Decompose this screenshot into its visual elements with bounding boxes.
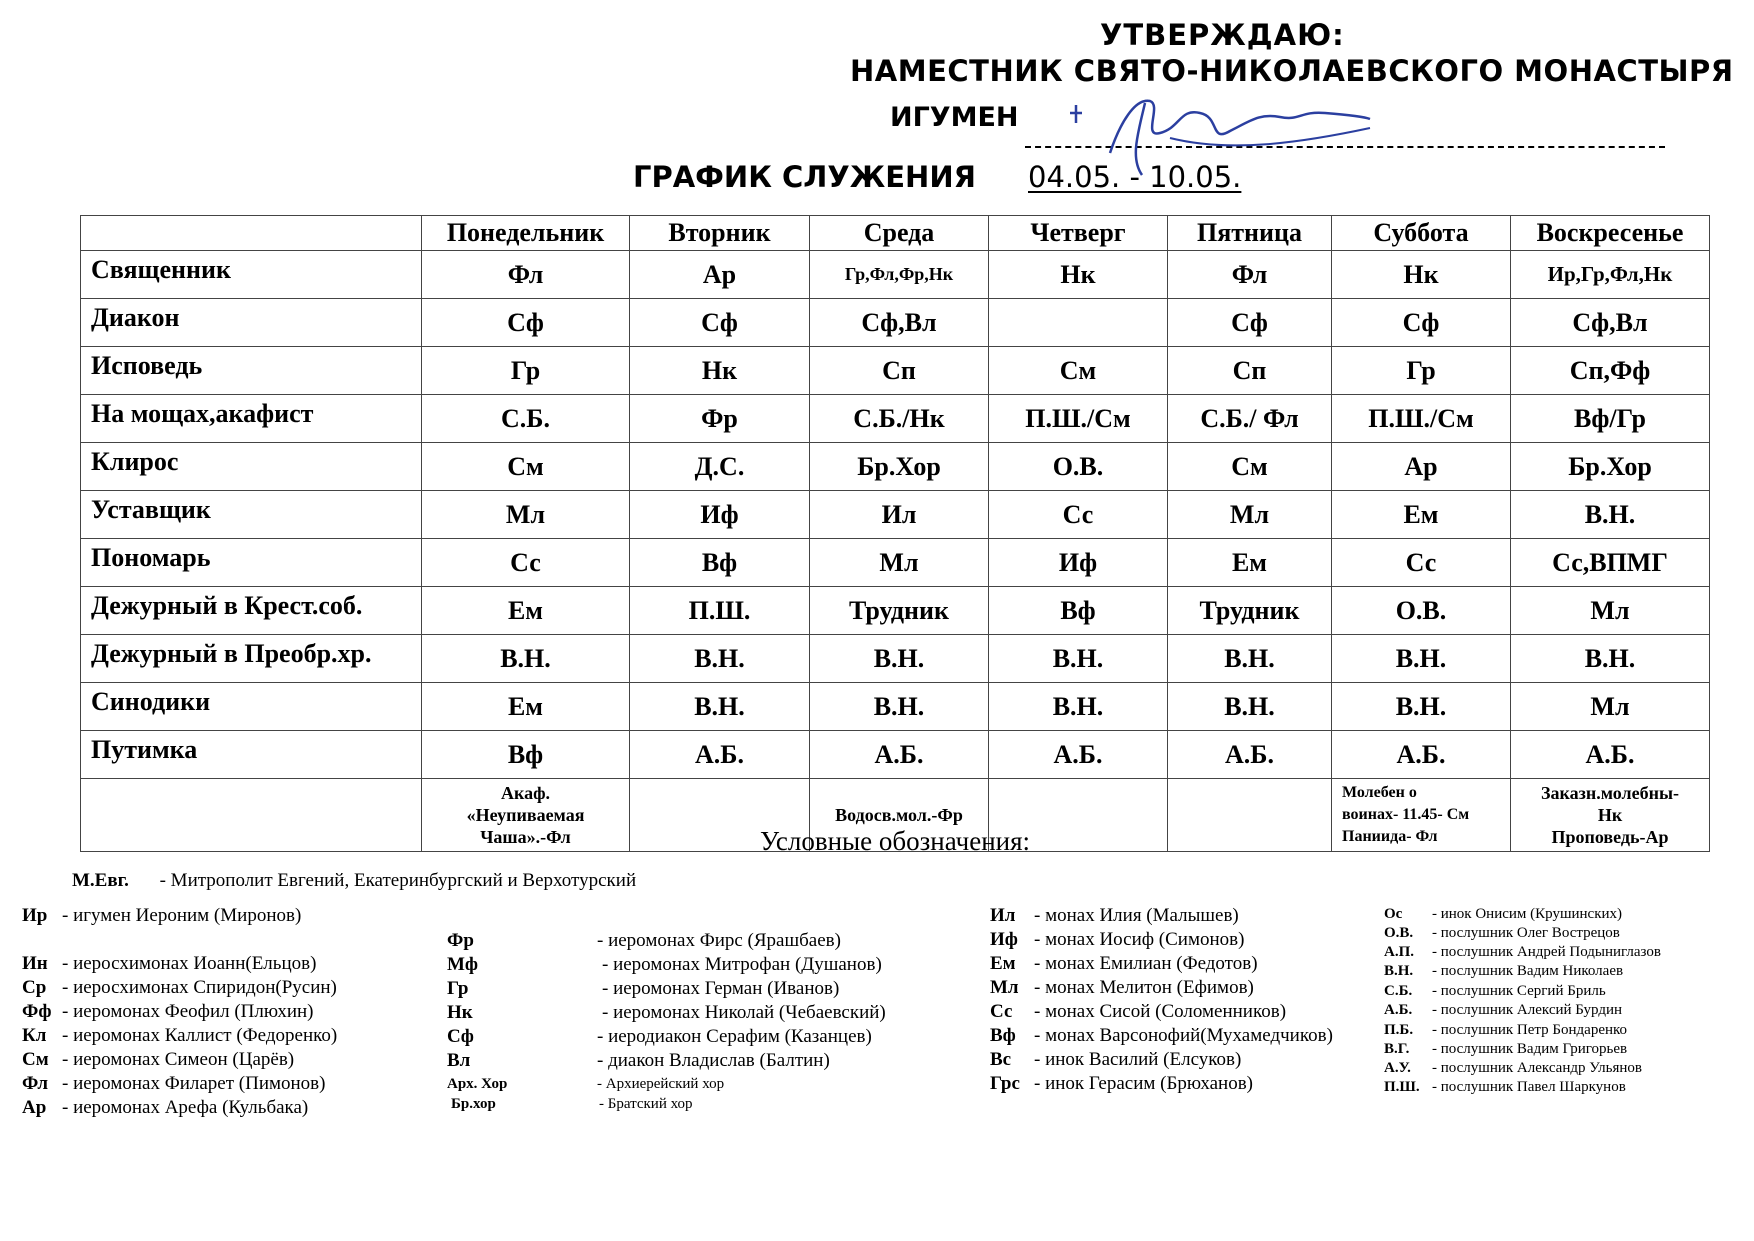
legend-desc: - послушник Олег Вострецов — [1432, 925, 1620, 941]
table-row — [81, 635, 1710, 683]
table-row — [81, 251, 1710, 299]
legend-abbr: Нк — [447, 1002, 473, 1023]
legend-desc: - иеромонах Арефа (Кульбака) — [62, 1097, 309, 1118]
legend-desc: - инок Онисим (Крушинских) — [1432, 906, 1623, 922]
schedule-title — [633, 160, 1242, 194]
legend-abbr: Грс — [990, 1073, 1020, 1094]
note-line: Нк — [1597, 805, 1623, 825]
approval-line-2: НАМЕСТНИК СВЯТО-НИКОЛАЕВСКОГО МОНАСТЫРЯ — [850, 54, 1734, 88]
legend-desc: - послушник Павел Шаркунов — [1432, 1079, 1626, 1095]
table-cell: Сф — [422, 299, 630, 347]
legend-desc: - инок Василий (Елсуков) — [1034, 1049, 1242, 1070]
table-cell: В.Н. — [1168, 635, 1332, 683]
header-corner — [81, 216, 422, 251]
table-row — [81, 491, 1710, 539]
table-cell: В.Н. — [989, 635, 1168, 683]
table-cell: О.В. — [989, 443, 1168, 491]
table-cell: В.Н. — [810, 635, 989, 683]
legend-abbr: Вс — [990, 1049, 1012, 1070]
role-label: Дежурный в Преобр.хр. — [81, 635, 422, 683]
table-cell: См — [989, 347, 1168, 395]
table-cell: Бр.Хор — [810, 443, 989, 491]
table-cell: Ем — [1168, 539, 1332, 587]
table-cell: Ир,Гр,Фл,Нк — [1511, 251, 1710, 299]
table-cell: Иф — [989, 539, 1168, 587]
legend-abbr: Ос — [1384, 906, 1403, 922]
table-cell: А.Б. — [1511, 731, 1710, 779]
legend-desc: - Митрополит Евгений, Екатеринбургский и Верхотурский — [159, 870, 637, 891]
table-cell: Сс,ВПМГ — [1511, 539, 1710, 587]
note-line: Заказн.молебны- — [1541, 783, 1679, 803]
legend-desc: - иеромонах Симеон (Царёв) — [62, 1049, 295, 1070]
table-cell: См — [422, 443, 630, 491]
legend-abbr: Иф — [990, 929, 1018, 950]
legend-abbr: Мл — [990, 977, 1019, 998]
table-cell: Мл — [810, 539, 989, 587]
notes-monday — [422, 779, 630, 852]
header-day: Воскресенье — [1511, 216, 1710, 251]
table-cell: Сс — [422, 539, 630, 587]
table-cell: Ем — [1332, 491, 1511, 539]
role-label: Дежурный в Крест.соб. — [81, 587, 422, 635]
role-label: Диакон — [81, 299, 422, 347]
table-cell: Сф — [1332, 299, 1511, 347]
table-cell: В.Н. — [1332, 635, 1511, 683]
table-cell: Ар — [630, 251, 810, 299]
legend-desc: - послушник Александр Ульянов — [1432, 1060, 1642, 1076]
table-cell: Ил — [810, 491, 989, 539]
notes-saturday — [1332, 779, 1511, 852]
role-label: Путимка — [81, 731, 422, 779]
legend-abbr: В.Н. — [1384, 963, 1414, 979]
table-cell: Ар — [1332, 443, 1511, 491]
table-cell: Мл — [1511, 587, 1710, 635]
header-day: Среда — [810, 216, 989, 251]
legend-abbr: Ин — [22, 953, 48, 974]
table-cell: Фл — [422, 251, 630, 299]
legend-metropolitan — [72, 870, 636, 892]
table-cell: А.Б. — [810, 731, 989, 779]
legend-abbr: А.П. — [1384, 944, 1414, 960]
table-cell: А.Б. — [630, 731, 810, 779]
legend-abbr: А.Б. — [1384, 1002, 1413, 1018]
table-cell: Вф — [422, 731, 630, 779]
legend-desc: - послушник Андрей Подыниглазов — [1432, 944, 1661, 960]
schedule-table — [80, 215, 1710, 852]
legend-desc: - иеромонах Феофил (Плюхин) — [62, 1001, 314, 1022]
table-cell: А.Б. — [989, 731, 1168, 779]
table-row — [81, 587, 1710, 635]
table-cell: Вф/Гр — [1511, 395, 1710, 443]
table-cell: В.Н. — [1332, 683, 1511, 731]
table-row — [81, 683, 1710, 731]
table-cell: Ем — [422, 683, 630, 731]
table-cell: В.Н. — [1511, 491, 1710, 539]
note-line: Паниида- Фл — [1342, 828, 1438, 845]
legend-abbr: Сс — [990, 1001, 1013, 1022]
table-cell: Сп,Фф — [1511, 347, 1710, 395]
role-label: Исповедь — [81, 347, 422, 395]
table-cell: Сс — [989, 491, 1168, 539]
table-cell: Гр,Фл,Фр,Нк — [810, 251, 989, 299]
role-label: Священник — [81, 251, 422, 299]
legend-desc: - иеросхимонах Спиридон(Русин) — [62, 977, 337, 998]
legend-desc: - монах Мелитон (Ефимов) — [1034, 977, 1254, 998]
legend-abbr: Ир — [22, 905, 48, 926]
legend-abbr: Кл — [22, 1025, 47, 1046]
table-cell: П.Ш./См — [1332, 395, 1511, 443]
legend-abbr: Ил — [990, 905, 1016, 926]
header-day: Четверг — [989, 216, 1168, 251]
legend-abbr: Гр — [447, 978, 469, 999]
table-header-row — [81, 216, 1710, 251]
table-cell: Сф,Вл — [1511, 299, 1710, 347]
table-cell: В.Н. — [422, 635, 630, 683]
legend-abbr: Фф — [22, 1001, 52, 1022]
role-label: На мощах,акафист — [81, 395, 422, 443]
legend-abbr: В.Г. — [1384, 1041, 1410, 1057]
legend-desc: - иеромонах Николай (Чебаевский) — [602, 1002, 886, 1023]
table-cell: В.Н. — [989, 683, 1168, 731]
note-line: «Неупиваемая — [466, 805, 585, 825]
note-line: Чаша».-Фл — [480, 827, 571, 847]
legend-desc: - Братский хор — [599, 1096, 693, 1112]
header-day: Суббота — [1332, 216, 1511, 251]
legend-abbr: А.У. — [1384, 1060, 1411, 1076]
table-cell: Сф,Вл — [810, 299, 989, 347]
table-cell: В.Н. — [1168, 683, 1332, 731]
table-cell: В.Н. — [630, 683, 810, 731]
legend-abbr: О.В. — [1384, 925, 1414, 941]
table-cell: В.Н. — [1511, 635, 1710, 683]
table-cell: Мл — [422, 491, 630, 539]
legend-abbr: Вл — [447, 1050, 471, 1071]
table-row — [81, 443, 1710, 491]
legend-desc: - монах Варсонофий(Мухамедчиков) — [1034, 1025, 1333, 1046]
legend-abbr: П.Б. — [1384, 1022, 1414, 1038]
table-row — [81, 731, 1710, 779]
role-label: Уставщик — [81, 491, 422, 539]
legend-desc: - послушник Вадим Николаев — [1432, 963, 1624, 979]
legend-abbr: Ср — [22, 977, 47, 998]
note-line: Акаф. — [500, 783, 551, 803]
table-cell: В.Н. — [630, 635, 810, 683]
legend-abbr: Арх. Хор — [447, 1076, 508, 1092]
table-cell: Сф — [1168, 299, 1332, 347]
legend-desc: - иеромонах Герман (Иванов) — [602, 978, 840, 999]
notes-corner — [81, 779, 422, 852]
table-cell: Вф — [989, 587, 1168, 635]
table-cell: Сф — [630, 299, 810, 347]
legend-desc: - монах Иосиф (Симонов) — [1034, 929, 1245, 950]
approval-line-1: УТВЕРЖДАЮ: — [1100, 18, 1345, 52]
table-cell: Трудник — [810, 587, 989, 635]
legend-abbr: Фр — [447, 930, 474, 951]
legend-desc: - послушник Сергий Бриль — [1432, 983, 1606, 999]
table-cell: Иф — [630, 491, 810, 539]
legend-desc: - игумен Иероним (Миронов) — [62, 905, 302, 926]
table-cell: Гр — [1332, 347, 1511, 395]
table-cell: С.Б./ Фл — [1168, 395, 1332, 443]
legend-abbr: Ем — [990, 953, 1016, 974]
table-cell: П.Ш. — [630, 587, 810, 635]
note-line: Проповедь-Ар — [1551, 827, 1669, 847]
table-cell: В.Н. — [810, 683, 989, 731]
legend-desc: - иеромонах Филарет (Пимонов) — [62, 1073, 326, 1094]
table-cell: Сп — [1168, 347, 1332, 395]
legend-desc: - послушник Алексий Бурдин — [1432, 1002, 1623, 1018]
legend-desc: - инок Герасим (Брюханов) — [1034, 1073, 1254, 1094]
table-cell: А.Б. — [1332, 731, 1511, 779]
legend-desc: - монах Емилиан (Федотов) — [1034, 953, 1258, 974]
legend-desc: - Архиерейский хор — [597, 1076, 725, 1092]
table-cell: Ем — [422, 587, 630, 635]
table-cell: С.Б. — [422, 395, 630, 443]
table-cell: Сп — [810, 347, 989, 395]
table-cell: Сс — [1332, 539, 1511, 587]
notes-friday — [1168, 779, 1332, 852]
legend-desc: - диакон Владислав (Балтин) — [597, 1050, 830, 1071]
table-row — [81, 347, 1710, 395]
table-cell: Гр — [422, 347, 630, 395]
legend-abbr: С.Б. — [1384, 983, 1413, 999]
legend-desc: - послушник Петр Бондаренко — [1432, 1022, 1628, 1038]
title-dates: 04.05. - 10.05. — [1028, 160, 1242, 194]
legend-desc: - иеродиакон Серафим (Казанцев) — [597, 1026, 872, 1047]
table-cell: П.Ш./См — [989, 395, 1168, 443]
legend-abbr: Фл — [22, 1073, 49, 1094]
legend-desc: - иеромонах Митрофан (Душанов) — [602, 954, 882, 975]
legend-abbr: См — [22, 1049, 49, 1070]
table-cell: Нк — [989, 251, 1168, 299]
legend-abbr: Мф — [447, 954, 479, 975]
legend-desc: - иеромонах Каллист (Федоренко) — [62, 1025, 338, 1046]
header-day: Понедельник — [422, 216, 630, 251]
table-cell: О.В. — [1332, 587, 1511, 635]
legend-abbr: П.Ш. — [1384, 1079, 1420, 1095]
table-cell: См — [1168, 443, 1332, 491]
legend-desc: - иеромонах Фирс (Ярашбаев) — [597, 930, 841, 951]
legend-desc: - послушник Вадим Григорьев — [1432, 1041, 1628, 1057]
note-line: Молебен о — [1342, 784, 1417, 801]
note-line: Водосв.мол.-Фр — [835, 805, 963, 825]
role-label: Пономарь — [81, 539, 422, 587]
table-cell: Вф — [630, 539, 810, 587]
approval-line-3: ИГУМЕН — [890, 102, 1019, 133]
table-cell — [989, 299, 1168, 347]
legend-desc: - монах Илия (Малышев) — [1034, 905, 1239, 926]
table-row — [81, 299, 1710, 347]
legend-abbr: Бр.хор — [451, 1096, 496, 1112]
table-cell: Нк — [630, 347, 810, 395]
table-cell: Бр.Хор — [1511, 443, 1710, 491]
title-text: ГРАФИК СЛУЖЕНИЯ — [633, 160, 976, 194]
table-cell: Д.С. — [630, 443, 810, 491]
header-day: Вторник — [630, 216, 810, 251]
legend-desc: - иеросхимонах Иоанн(Ельцов) — [62, 953, 317, 974]
table-cell: Мл — [1511, 683, 1710, 731]
legend-abbr: Вф — [990, 1025, 1016, 1046]
legend-desc: - монах Сисой (Соломенников) — [1034, 1001, 1287, 1022]
header-day: Пятница — [1168, 216, 1332, 251]
role-label: Синодики — [81, 683, 422, 731]
table-row — [81, 539, 1710, 587]
table-cell: Фл — [1168, 251, 1332, 299]
legend-abbr: М.Евг. — [72, 870, 129, 891]
table-cell: С.Б./Нк — [810, 395, 989, 443]
legend-abbr: Сф — [447, 1026, 474, 1047]
notes-sunday — [1511, 779, 1710, 852]
table-cell: А.Б. — [1168, 731, 1332, 779]
note-line: воинах- 11.45- См — [1342, 806, 1470, 823]
table-cell: Фр — [630, 395, 810, 443]
table-cell: Трудник — [1168, 587, 1332, 635]
table-row — [81, 395, 1710, 443]
table-cell: Нк — [1332, 251, 1511, 299]
role-label: Клирос — [81, 443, 422, 491]
legend-title: Условные обозначения: — [760, 826, 1031, 856]
legend-abbr: Ар — [22, 1097, 47, 1118]
table-cell: Мл — [1168, 491, 1332, 539]
